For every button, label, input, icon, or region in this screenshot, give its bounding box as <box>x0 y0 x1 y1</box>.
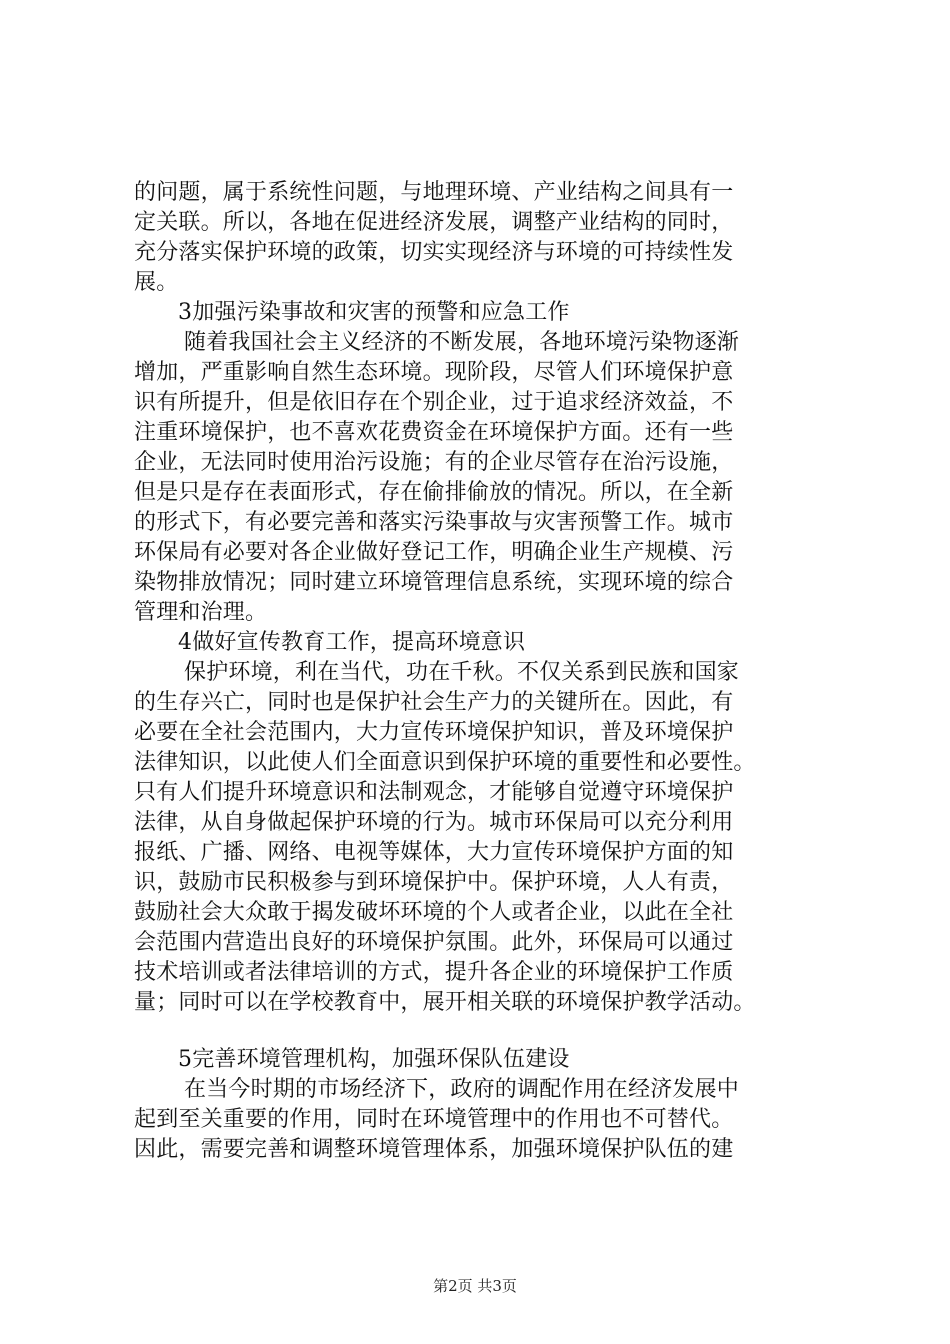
text-line: 法律知识，以此使人们全面意识到保护环境的重要性和必要性。 <box>134 750 756 775</box>
text-line: 鼓励社会大众敢于揭发破坏环境的个人或者企业，以此在全社 <box>134 900 734 925</box>
section-heading-4: 4做好宣传教育工作，提高环境意识 <box>178 630 526 655</box>
text-line: 定关联。所以，各地在促进经济发展，调整产业结构的同时， <box>134 210 734 235</box>
text-line: 法律，从自身做起保护环境的行为。城市环保局可以充分利用 <box>134 810 734 835</box>
text-line: 环保局有必要对各企业做好登记工作，明确企业生产规模、污 <box>134 540 734 565</box>
text-line: 但是只是存在表面形式，存在偷排偷放的情况。所以，在全新 <box>134 480 734 505</box>
text-line: 企业，无法同时使用治污设施；有的企业尽管存在治污设施， <box>134 450 734 475</box>
text-line: 管理和治理。 <box>134 600 268 625</box>
text-line: 因此，需要完善和调整环境管理体系，加强环境保护队伍的建 <box>134 1137 734 1162</box>
section-heading-3: 3加强污染事故和灾害的预警和应急工作 <box>178 300 570 325</box>
text-line: 起到至关重要的作用，同时在环境管理中的作用也不可替代。 <box>134 1107 734 1132</box>
page-footer: 第2页 共3页 <box>433 1277 517 1295</box>
paragraph-gap <box>134 1018 834 1045</box>
section-heading-5: 5完善环境管理机构，加强环保队伍建设 <box>178 1047 570 1072</box>
text-line: 在当今时期的市场经济下，政府的调配作用在经济发展中 <box>184 1077 740 1102</box>
text-line: 展。 <box>134 270 179 295</box>
text-line: 注重环境保护，也不喜欢花费资金在环境保护方面。还有一些 <box>134 420 734 445</box>
text-line: 随着我国社会主义经济的不断发展，各地环境污染物逐渐 <box>184 330 740 355</box>
body-text <box>134 178 834 1165</box>
text-line: 技术培训或者法律培训的方式，提升各企业的环境保护工作质 <box>134 960 734 985</box>
text-line: 的生存兴亡，同时也是保护社会生产力的关键所在。因此，有 <box>134 690 734 715</box>
text-line: 充分落实保护环境的政策，切实实现经济与环境的可持续性发 <box>134 240 734 265</box>
text-line: 增加，严重影响自然生态环境。现阶段，尽管人们环境保护意 <box>134 360 734 385</box>
text-line: 的形式下，有必要完善和落实污染事故与灾害预警工作。城市 <box>134 510 734 535</box>
text-line: 保护环境，利在当代，功在千秋。不仅关系到民族和国家 <box>184 660 740 685</box>
text-line: 染物排放情况；同时建立环境管理信息系统，实现环境的综合 <box>134 570 734 595</box>
text-line: 必要在全社会范围内，大力宣传环境保护知识，普及环境保护 <box>134 720 734 745</box>
text-line: 报纸、广播、网络、电视等媒体，大力宣传环境保护方面的知 <box>134 840 734 865</box>
text-line: 识，鼓励市民积极参与到环境保护中。保护环境，人人有责， <box>134 870 734 895</box>
text-line: 会范围内营造出良好的环境保护氛围。此外，环保局可以通过 <box>134 930 734 955</box>
text-line: 识有所提升，但是依旧存在个别企业，过于追求经济效益，不 <box>134 390 734 415</box>
text-line: 的问题，属于系统性问题，与地理环境、产业结构之间具有一 <box>134 180 734 205</box>
text-line: 只有人们提升环境意识和法制观念，才能够自觉遵守环境保护 <box>134 780 734 805</box>
text-line: 量；同时可以在学校教育中，展开相关联的环境保护教学活动。 <box>134 990 756 1015</box>
